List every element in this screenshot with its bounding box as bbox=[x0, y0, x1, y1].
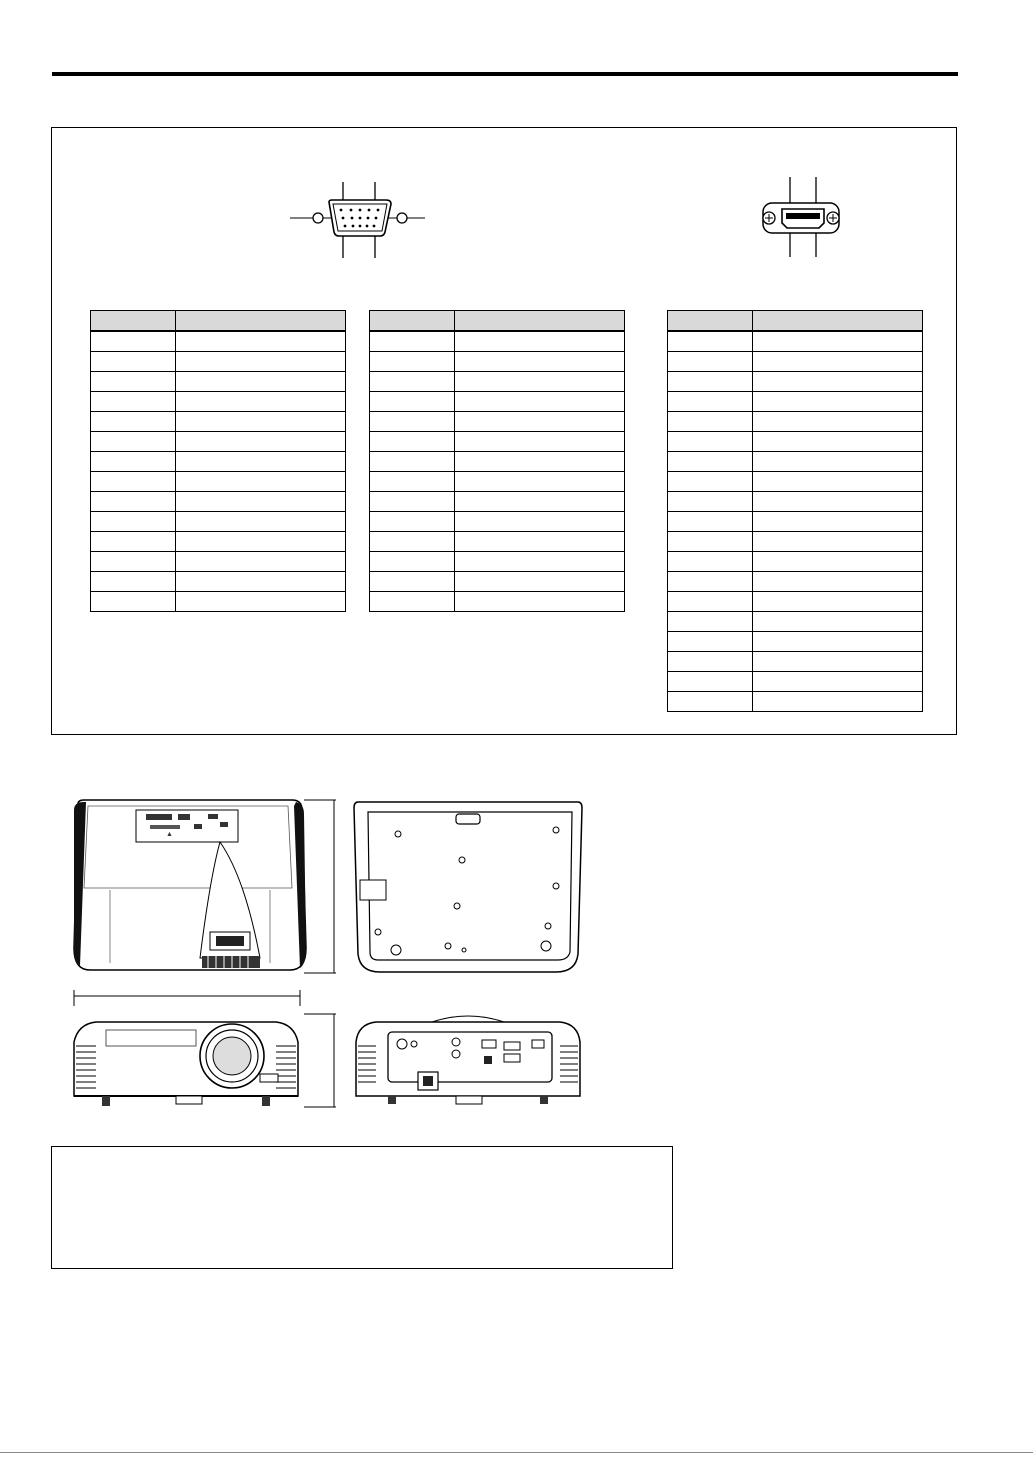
svg-text:▲: ▲ bbox=[166, 831, 173, 838]
table-row bbox=[370, 372, 625, 392]
table-row bbox=[91, 331, 346, 352]
table-row bbox=[91, 372, 346, 392]
table-row bbox=[668, 612, 923, 632]
note-panel bbox=[51, 1146, 673, 1269]
table-row bbox=[668, 392, 923, 412]
table-row bbox=[370, 532, 625, 552]
table-row bbox=[91, 492, 346, 512]
table-row bbox=[91, 472, 346, 492]
table-row bbox=[668, 472, 923, 492]
hdmi-connector-icon bbox=[755, 175, 845, 260]
vga-pin-table-right bbox=[369, 310, 625, 612]
table-row bbox=[668, 552, 923, 572]
table-row bbox=[668, 652, 923, 672]
table-row bbox=[370, 572, 625, 592]
table-row bbox=[91, 572, 346, 592]
signal-header bbox=[455, 311, 625, 332]
table-row bbox=[370, 412, 625, 432]
table-row bbox=[91, 552, 346, 572]
projector-rear-view bbox=[352, 1012, 584, 1112]
table-row bbox=[370, 592, 625, 612]
table-row bbox=[91, 392, 346, 412]
table-row bbox=[668, 492, 923, 512]
table-row bbox=[91, 532, 346, 552]
projector-top-view bbox=[70, 798, 310, 976]
table-row bbox=[668, 572, 923, 592]
table-row bbox=[91, 452, 346, 472]
table-row bbox=[370, 331, 625, 352]
projector-front-view bbox=[66, 1012, 306, 1112]
table-row bbox=[668, 432, 923, 452]
pin-no-header bbox=[668, 311, 753, 332]
footer-rule bbox=[0, 1452, 1033, 1453]
table-row bbox=[91, 352, 346, 372]
table-row bbox=[668, 632, 923, 652]
pin-no-header bbox=[91, 311, 176, 332]
projector-bottom-view bbox=[352, 798, 584, 976]
table-row bbox=[668, 512, 923, 532]
table-row bbox=[668, 331, 923, 352]
table-row bbox=[668, 372, 923, 392]
table-row bbox=[370, 452, 625, 472]
signal-header bbox=[176, 311, 346, 332]
table-row bbox=[370, 472, 625, 492]
hdmi-pin-table bbox=[667, 310, 923, 712]
depth-dimension-line bbox=[300, 798, 340, 976]
table-row bbox=[668, 452, 923, 472]
height-dimension-line bbox=[300, 1012, 340, 1110]
table-row bbox=[668, 412, 923, 432]
table-row bbox=[370, 352, 625, 372]
table-row bbox=[370, 492, 625, 512]
table-row bbox=[370, 552, 625, 572]
table-row bbox=[668, 672, 923, 692]
table-row bbox=[91, 512, 346, 532]
vga-pin-table-left bbox=[90, 310, 346, 612]
pin-no-header bbox=[370, 311, 455, 332]
table-row bbox=[91, 432, 346, 452]
table-row bbox=[370, 432, 625, 452]
table-row bbox=[91, 592, 346, 612]
table-row bbox=[668, 592, 923, 612]
table-row bbox=[668, 532, 923, 552]
table-row bbox=[668, 692, 923, 712]
table-row bbox=[370, 392, 625, 412]
header-rule bbox=[52, 72, 958, 76]
signal-header bbox=[753, 311, 923, 332]
table-row bbox=[370, 512, 625, 532]
table-row bbox=[668, 352, 923, 372]
d-sub-15-connector-icon bbox=[285, 180, 430, 260]
width-dimension-line bbox=[70, 988, 310, 1008]
table-row bbox=[91, 412, 346, 432]
